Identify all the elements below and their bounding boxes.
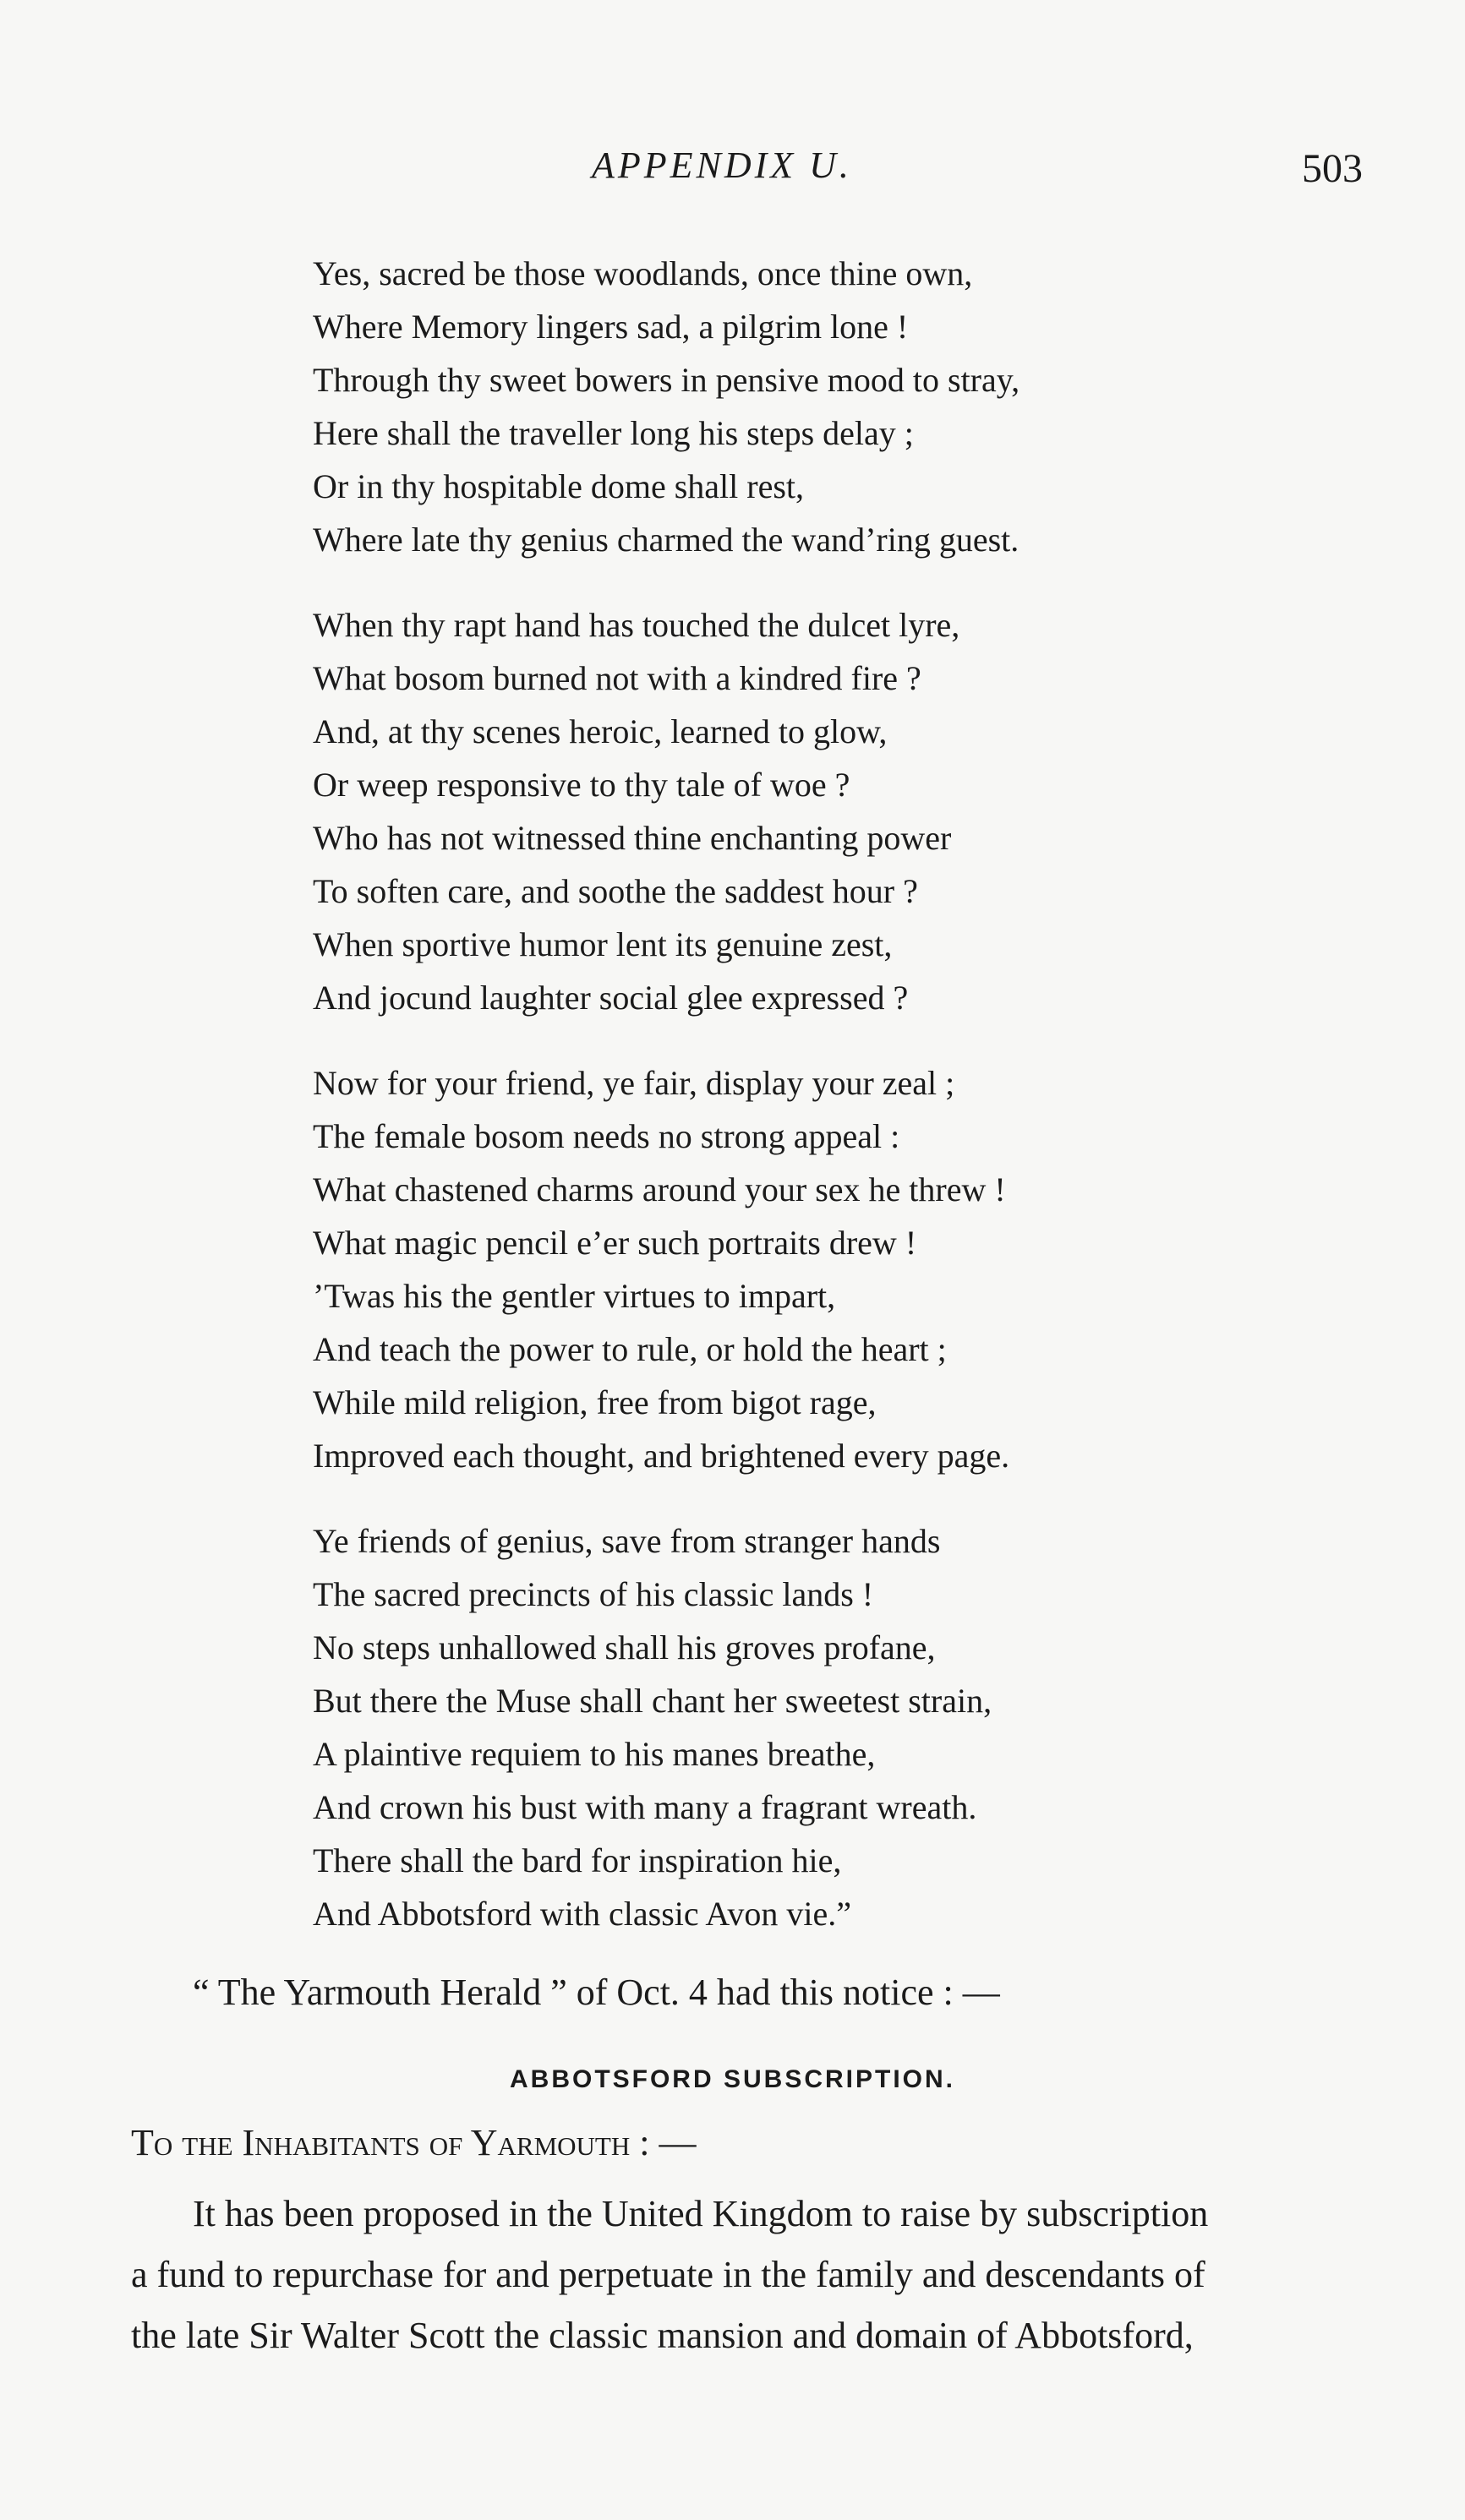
section-subheading: ABBOTSFORD SUBSCRIPTION.	[509, 2065, 955, 2093]
stanza-1	[313, 247, 1369, 566]
page-number: 503	[1302, 146, 1363, 191]
poem-line: A plaintive requiem to his manes breathe,	[313, 1735, 876, 1773]
poem-line: And crown his bust with many a fragrant wreath.	[313, 1788, 977, 1826]
poem-line: What magic pencil e’er such portraits drew !	[313, 1224, 917, 1262]
poem-line: Or in thy hospitable dome shall rest,	[313, 467, 805, 505]
poem-line: No steps unhallowed shall his groves profane,	[313, 1628, 936, 1666]
paragraph-line: It has been proposed in the United Kingdom to raise by subscription	[193, 2193, 1209, 2234]
poem-line: But there the Muse shall chant her sweetest strain,	[313, 1682, 992, 1720]
poem-line: There shall the bard for inspiration hie,	[313, 1841, 842, 1879]
poem-line: The sacred precincts of his classic lands !	[313, 1575, 874, 1613]
poem	[313, 247, 1369, 1972]
body-paragraph	[131, 2184, 1374, 2366]
poem-line: Where Memory lingers sad, a pilgrim lone !	[313, 308, 909, 346]
poem-line: And, at thy scenes heroic, learned to glow,	[313, 712, 888, 750]
poem-line: Here shall the traveller long his steps delay ;	[313, 414, 914, 452]
paragraph-line: a fund to repurchase for and perpetuate in the family and descendants of	[131, 2254, 1205, 2295]
intro-sentence: “ The Yarmouth Herald ” of Oct. 4 had this notice : —	[193, 1972, 1000, 2013]
poem-line: Where late thy genius charmed the wand’ring guest.	[313, 521, 1019, 559]
poem-line: And jocund laughter social glee expressed ?	[313, 979, 909, 1017]
poem-line: When thy rapt hand has touched the dulcet lyre,	[313, 606, 960, 644]
poem-line: While mild religion, free from bigot rage,	[313, 1383, 877, 1421]
poem-line: And Abbotsford with classic Avon vie.”	[313, 1895, 851, 1933]
poem-line: To soften care, and soothe the saddest hour ?	[313, 872, 918, 910]
address-line: To the Inhabitants of Yarmouth : —	[131, 2122, 697, 2163]
poem-line: Who has not witnessed thine enchanting power	[313, 819, 952, 857]
stanza-4	[313, 1514, 1369, 1940]
poem-line: The female bosom needs no strong appeal :	[313, 1117, 900, 1155]
poem-line: Through thy sweet bowers in pensive mood to stray,	[313, 361, 1020, 399]
poem-line: ’Twas his the gentler virtues to impart,	[313, 1277, 836, 1315]
running-header: APPENDIX U.	[592, 145, 852, 186]
poem-line: Or weep responsive to thy tale of woe ?	[313, 766, 850, 804]
poem-line: What chastened charms around your sex he threw !	[313, 1170, 1006, 1208]
poem-line: And teach the power to rule, or hold the heart ;	[313, 1330, 947, 1368]
paragraph-line: the late Sir Walter Scott the classic mansion and domain of Abbotsford,	[131, 2315, 1194, 2356]
poem-line: Improved each thought, and brightened every page.	[313, 1437, 1010, 1475]
poem-line: Ye friends of genius, save from stranger hands	[313, 1522, 941, 1560]
poem-line: Yes, sacred be those woodlands, once thine own,	[313, 254, 973, 292]
poem-line: Now for your friend, ye fair, display your zeal ;	[313, 1064, 955, 1102]
poem-line: When sportive humor lent its genuine zest,	[313, 925, 893, 963]
poem-line: What bosom burned not with a kindred fire ?	[313, 659, 921, 697]
stanza-2	[313, 598, 1369, 1024]
stanza-3	[313, 1056, 1369, 1482]
